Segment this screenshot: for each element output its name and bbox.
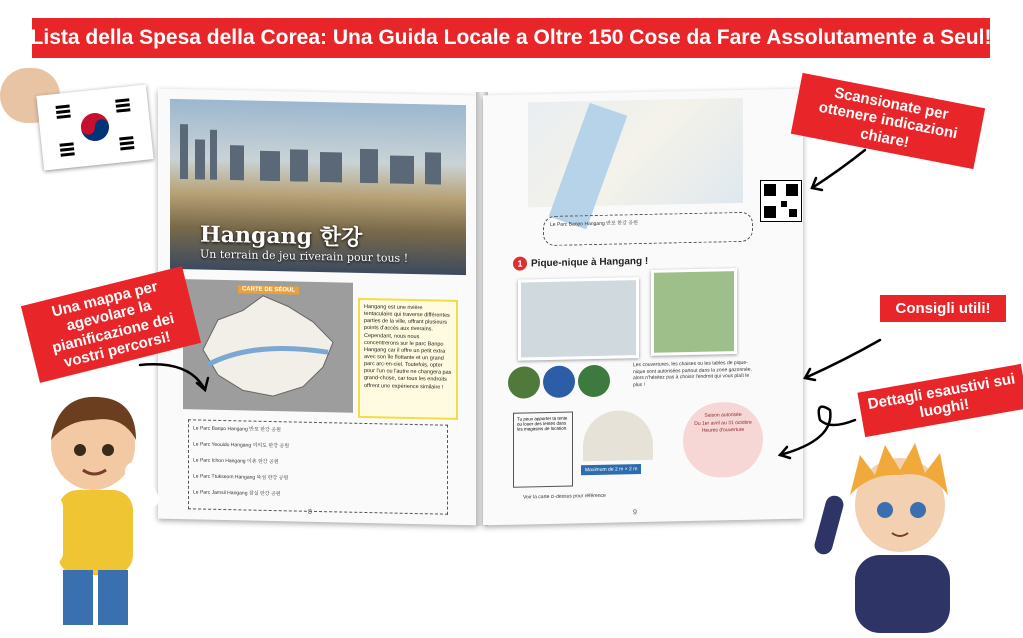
section-title: Pique-nique à Hangang ! [531,255,649,270]
season-hours [683,401,763,478]
river-shape [549,103,628,230]
page-number-right: 9 [633,509,637,517]
korean-flag-image [36,84,153,170]
list-item: Le Parc Jamsil Hangang 잠실 한강 공원 [193,489,281,498]
table-icon [578,365,610,398]
park-map-image [518,277,639,361]
picnic-text: Les couvertures, les chaises ou les tables de pique-nique sont autorisées partout dans la zone gazonnée, alors n'hésitez pas à choisir l'endroit qui vous plaît le plus ! [633,359,752,388]
section-number: 1 [513,256,527,270]
right-page [483,89,803,526]
arrow-to-qr [812,150,865,188]
list-item: Le Parc Ttukseom Hangang 뚝섬 한강 공원 [193,473,289,482]
callout-details: Dettagli esaustivi sui luoghi! [857,364,1023,437]
hours-label: Heures d'ouverture [701,426,745,434]
callout-map: Una mappa per agevolare la pianificazione dei vostri percorsi! [21,266,201,383]
hangang-note: Hangang est une rivière tentaculaire qui traverse différentes parties de la ville, offrant plusieurs points d'accès aux riverains. Cependant, nous nous concentrerons sur le parc Banpo Hangang car il offre un petit extra avec son île flottante et un grand parc arc-en-ciel. Toutefois, opter pour l'un ou l'autre ne changera pas grand-chose, car tous les endroits offrent une expérience similaire ! [358,298,458,420]
qr-code-icon [760,180,802,222]
list-item: Le Parc Ichon Hangang 이촌 한강 공원 [193,457,279,466]
park-photo [651,268,737,356]
page-footer-note: Voir la carte ci-dessus pour référence [523,492,606,501]
seoul-map [183,279,353,413]
callout-scan: Scansionate per ottenere indicazioni chiare! [791,73,985,169]
list-item: Le Parc Banpo Hangang 반포 한강 공원 [193,425,281,434]
page-number-left: 8 [308,508,312,516]
hangang-title: Hangang 한강 [200,221,363,251]
girl-character-image [810,435,990,633]
list-item: Le Parc Yeouido Hangang 여의도 한강 공원 [193,441,290,450]
open-guide-book [158,92,818,532]
address-box: Le Parc Banpo Hangang 반포 한강 공원 [543,212,753,246]
left-page [158,89,478,526]
tent-size-label: Maximum de 2 m × 2 m [581,464,641,475]
callout-tips: Consigli utili! [880,295,1006,322]
hours-dates: Du 1er avril au 31 octobre [694,419,752,427]
hours-title: Saison autorisée [704,411,742,419]
boy-character-image [18,385,188,630]
page-title-banner: Lista della Spesa della Corea: Una Guida Locale a Oltre 150 Cose da Fare Assolutamente a Seul! [32,18,990,58]
section-heading [513,254,648,271]
picnic-icons [508,364,648,402]
map-label: CARTE DE SÉOUL [238,285,299,294]
tent-image [583,410,653,461]
parks-list [188,419,448,514]
tent-note: Tu peux apporter ta tente ou louer des tentes dans les magasins de location. [513,411,573,487]
hangang-subtitle: Un terrain de jeu riverain pour tous ! [200,247,409,265]
chair-icon [543,365,575,398]
hangang-photo [170,99,466,275]
mat-icon [508,366,540,399]
banpo-map [528,98,743,208]
